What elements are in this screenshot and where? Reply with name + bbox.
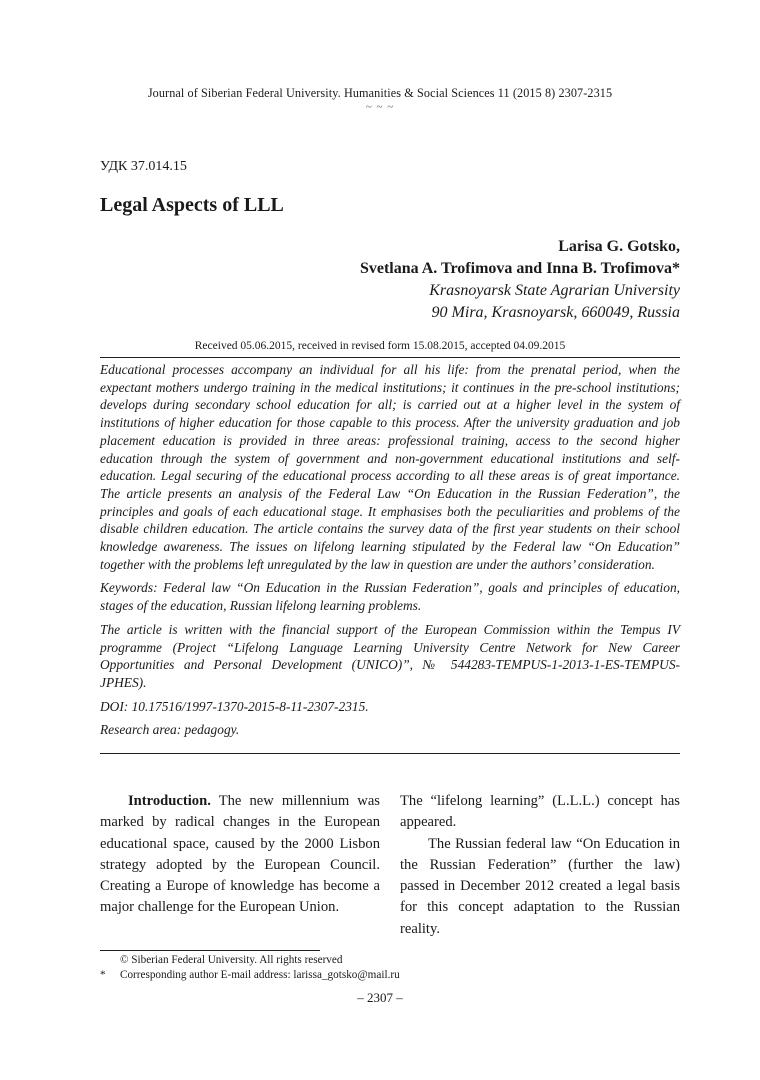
abstract-top-rule	[100, 357, 680, 358]
body-paragraph-2: The Russian federal law “On Education in the Russian Federation” (further the law) passed in December 2012 created a legal basis for this concept adaptation to the Russian reality.	[400, 835, 680, 937]
doi: DOI: 10.17516/1997-1370-2015-8-11-2307-2315.	[100, 698, 369, 714]
body-column-left	[100, 791, 380, 919]
journal-header: Journal of Siberian Federal University. Humanities & Social Sciences 11 (2015 8) 2307-2315	[147, 86, 613, 100]
intro-paragraph	[100, 791, 380, 919]
header-separator: ~ ~ ~	[365, 101, 395, 113]
keywords: Keywords: Federal law “On Education in the Russian Federation”, goals and principles of education, stages of the education, Russian lifelong learning problems.	[100, 580, 680, 614]
body-column-right	[400, 791, 680, 940]
corresponding-email: Corresponding author E-mail address: larissa_gotsko@mail.ru	[120, 968, 400, 981]
funding-note: The article is written with the financial support of the European Commission within the Tempus IV programme (Project “Lifelong Language Learning University Centre Network for New Career Opportunities and Personal Development (UNICO)”, № 544283-TEMPUS-1-2013-1-ES-TEMPUS-JPHES).	[100, 621, 680, 690]
author-line-2: Svetlana A. Trofimova and Inna B. Trofimova*	[359, 260, 680, 277]
asterisk-mark: *	[100, 968, 106, 981]
footnote-rule	[100, 950, 320, 951]
footnotes	[100, 953, 400, 982]
abstract-text: Educational processes accompany an individual for all his life: from the prenatal period, when the expectant mothers undergo training in the medical institutions; it continues in the pre-school institutions; develops during secondary school education for all; is carried out at a higher level in the system of institutions of higher education for those capable to this process. After the university graduation and job placement education is provided in three areas: professional training, access to the second higher education through the system of government and non-government educational institutions and self-education. Legal securing of the educational process according to all these areas is of great importance. The article presents an analysis of the Federal Law “On Education in the Russian Federation”, the principles and goals of each educational stage. It emphasises both the peculiarities and problems of the disable children education. The article contains the survey data of the first year students on their school knowledge awareness. The issues on lifelong learning stipulated by the Federal law “On Education” together with the problems left unregulated by the law in question are under the authors’ consideration.	[100, 362, 680, 572]
research-area: Research area: pedagogy.	[100, 722, 240, 738]
intro-text: The new millennium was marked by radical changes in the European educational space, caused by the 2000 Lisbon strategy adopted by the European Council. Creating a Europe of knowledge has become a major challenge for the European Union.	[100, 793, 380, 916]
affiliation-address: 90 Mira, Krasnoyarsk, 660049, Russia	[431, 304, 680, 321]
author-line-1: Larisa G. Gotsko,	[558, 238, 680, 255]
abstract-bottom-rule	[100, 753, 680, 754]
abstract-block	[100, 361, 680, 745]
received-dates: Received 05.06.2015, received in revised form 15.08.2015, accepted 04.09.2015	[194, 340, 566, 352]
udc-code: УДК 37.014.15	[100, 159, 187, 174]
article-title: Legal Aspects of LLL	[100, 194, 284, 216]
copyright-note: © Siberian Federal University. All rights reserved	[120, 954, 343, 966]
affiliation-institution: Krasnoyarsk State Agrarian University	[429, 282, 680, 299]
corresponding-author-note	[100, 968, 400, 983]
author-block	[360, 236, 680, 324]
page-number: – 2307 –	[357, 990, 403, 1005]
body-paragraph-1: The “lifelong learning” (L.L.L.) concept has appeared.	[400, 793, 680, 831]
intro-heading: Introduction.	[128, 793, 211, 809]
